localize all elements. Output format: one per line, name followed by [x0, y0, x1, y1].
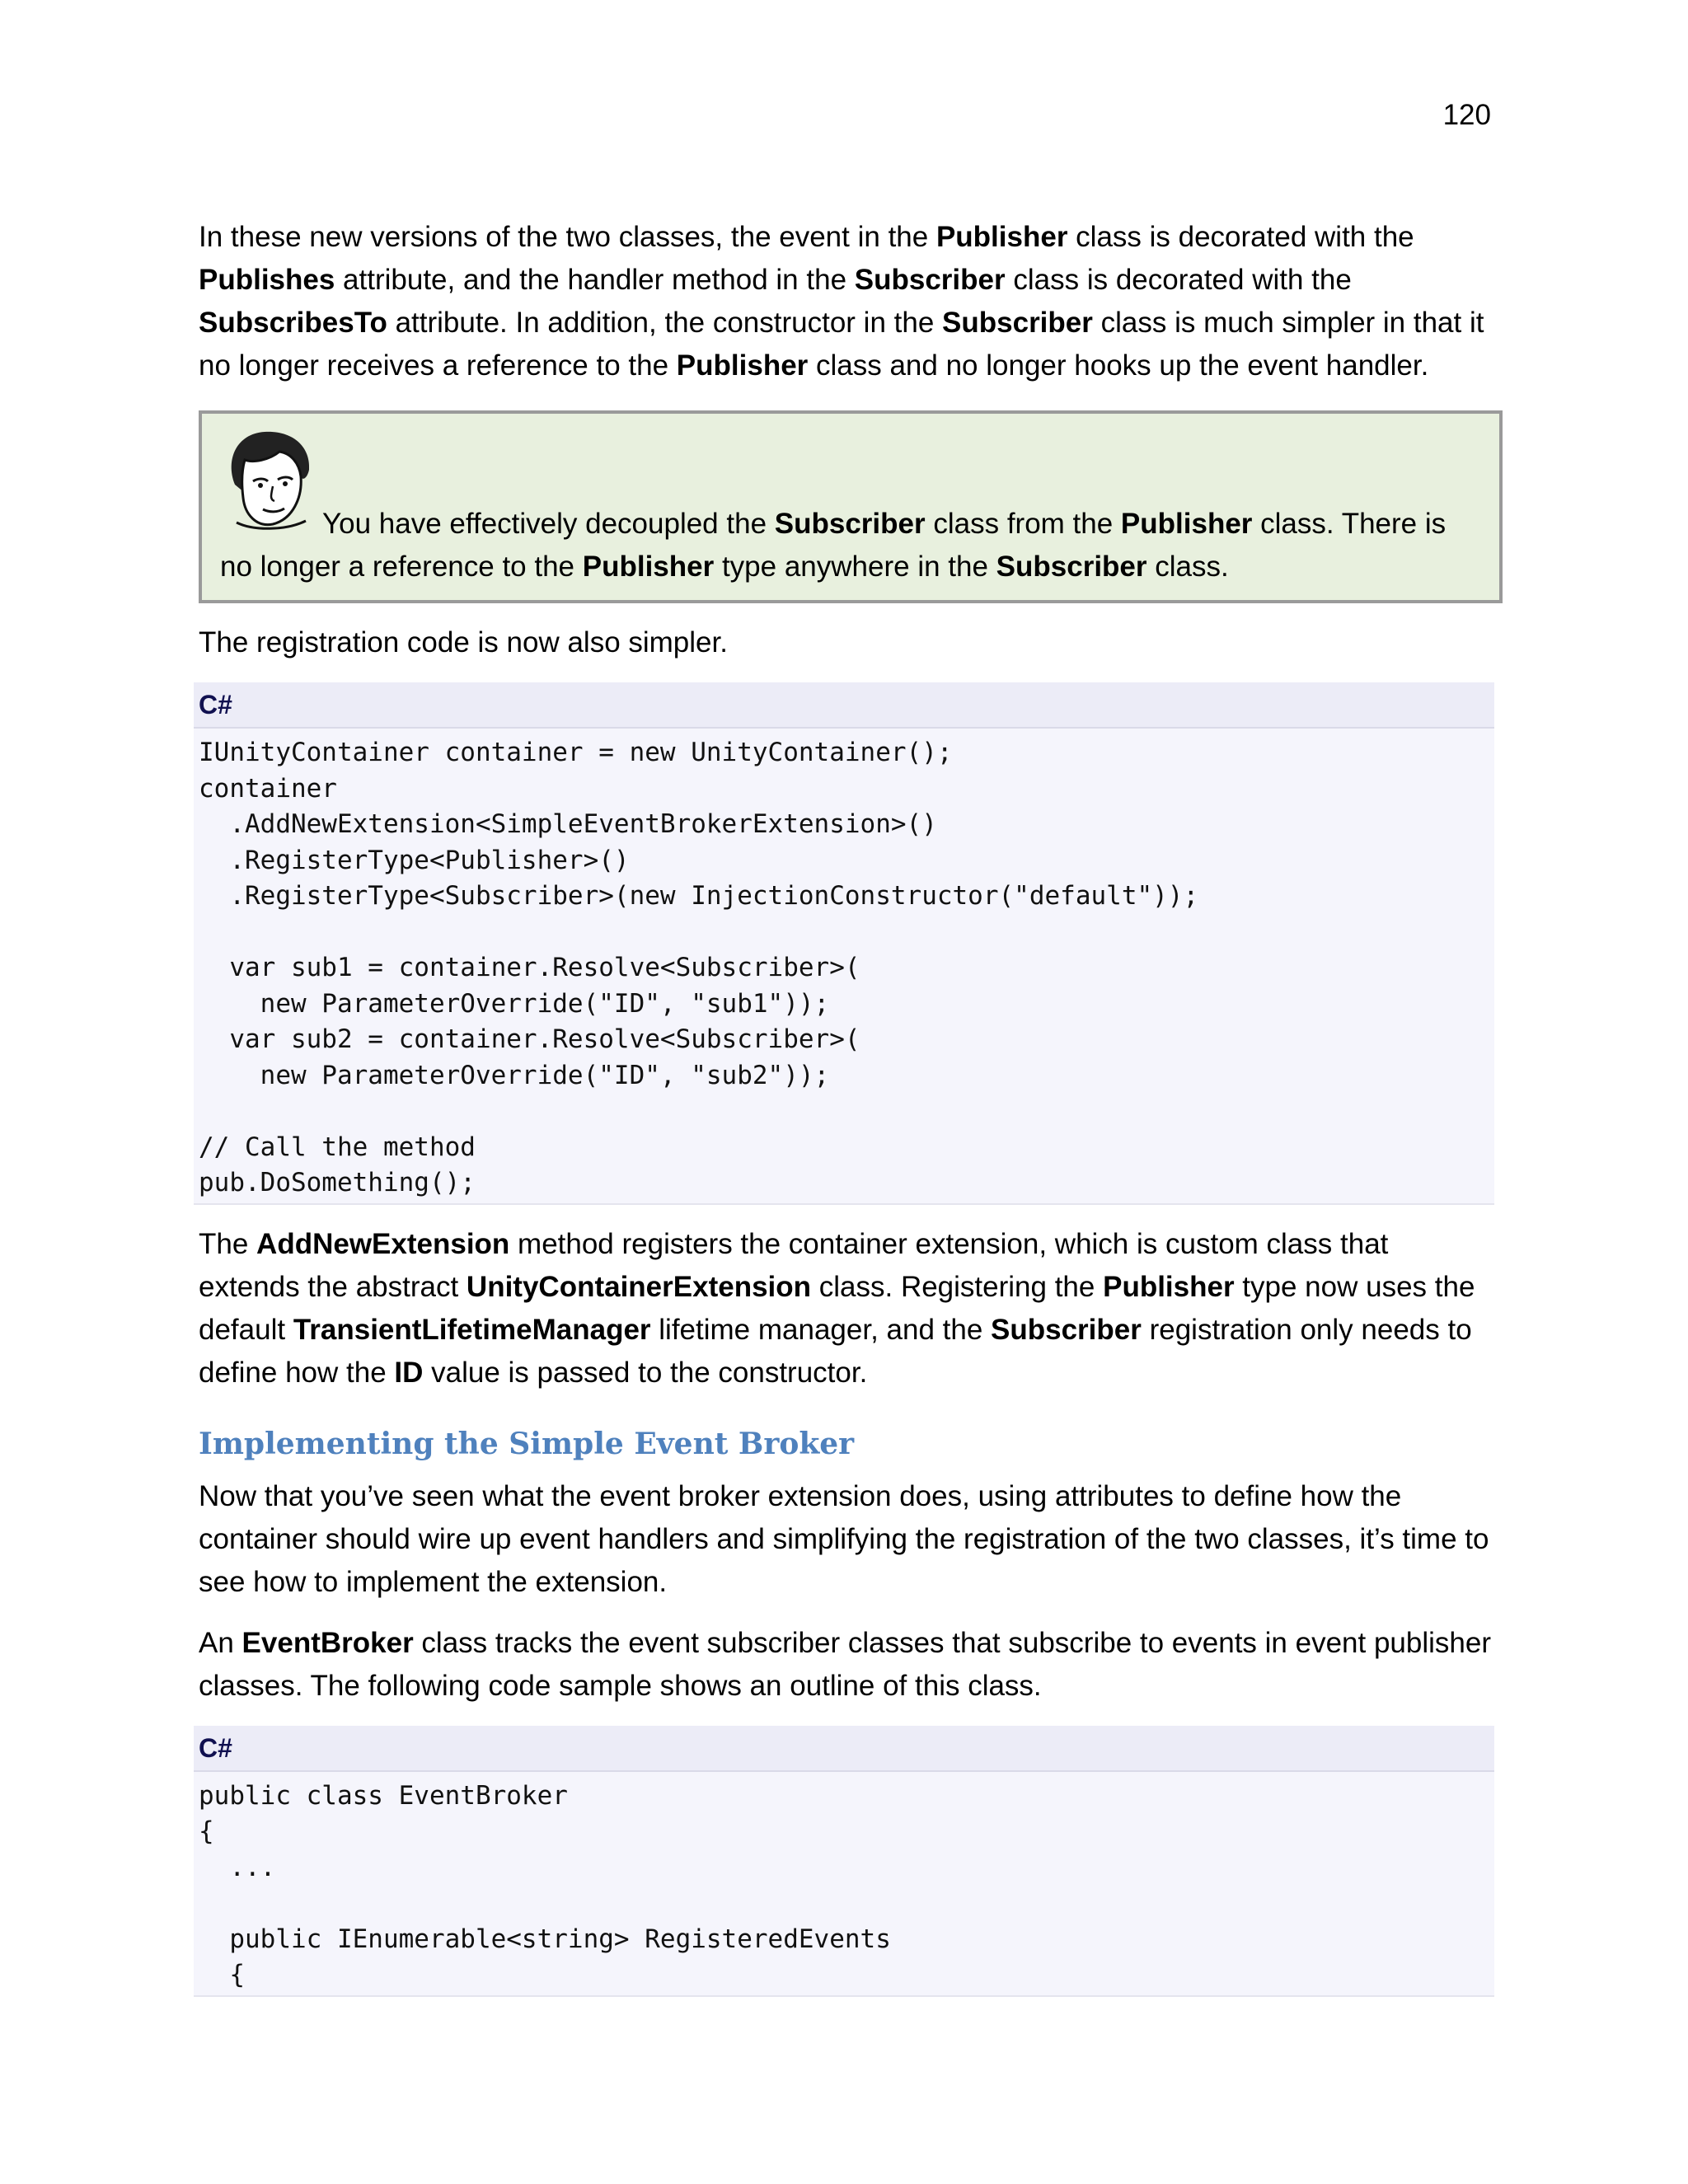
text-run: registration only needs to define how the [199, 1313, 1472, 1389]
text-run: class tracks the event subscriber classes that subscribe to events in event publisher classes. The following code sample shows an outline of this class. [199, 1626, 1491, 1702]
bold-term: Publisher [1120, 508, 1253, 540]
bold-term: Publisher [582, 551, 715, 583]
text-run: attribute. In addition, the constructor in the [387, 307, 943, 339]
addnewextension-paragraph [199, 1223, 1493, 1394]
text-run: class. [1146, 551, 1229, 583]
overview-paragraph: Now that you’ve seen what the event broker extension does, using attributes to define how the container should wire up event handlers and simplifying the registration of the two classes, it’s time to see how to implement the extension. [199, 1479, 1489, 1598]
text-run: value is passed to the constructor. [423, 1356, 868, 1389]
bold-term: Publishes [199, 264, 335, 296]
registration-paragraph: The registration code is now also simpler. [199, 626, 728, 658]
text-run: class from the [925, 508, 1121, 540]
eventbroker-paragraph [199, 1622, 1493, 1708]
bold-term: AddNewExtension [256, 1227, 510, 1260]
author-face-icon [220, 427, 317, 531]
code-block-registration [194, 682, 1494, 1205]
text-run: An [199, 1626, 242, 1659]
bold-term: Subscriber [942, 307, 1093, 339]
text-run: method registers the container extension, which is custom class that extends the abstract [199, 1227, 1389, 1303]
bold-term: Subscriber [774, 508, 926, 540]
code-language-label: C# [194, 682, 1494, 729]
text-run: class is decorated with the [1005, 264, 1352, 296]
text-run: type now uses the default [199, 1270, 1475, 1346]
bold-term: ID [394, 1356, 424, 1389]
bold-term: Publisher [676, 349, 809, 382]
note-callout [199, 410, 1503, 603]
text-run: lifetime manager, and the [650, 1313, 992, 1346]
page-content [199, 216, 1493, 2015]
bold-term: Publisher [1103, 1270, 1235, 1303]
text-run: class is much simpler in that it no longer receives a reference to the [199, 307, 1484, 382]
code-listing: public class EventBroker { ... public IEnumerable<string> RegisteredEvents { [199, 1780, 891, 1990]
bold-term: Publisher [935, 221, 1068, 253]
note-text [220, 427, 1481, 588]
text-run: class. There is no longer a reference to the [220, 508, 1447, 583]
bold-term: Subscriber [854, 264, 1006, 296]
bold-term: SubscribesTo [199, 307, 387, 339]
text-run: You have effectively decoupled the [322, 508, 775, 540]
text-run: class. Registering the [811, 1270, 1104, 1303]
code-language-label: C# [194, 1726, 1494, 1772]
text-run: attribute, and the handler method in the [335, 264, 855, 296]
bold-term: Subscriber [991, 1313, 1142, 1346]
bold-term: TransientLifetimeManager [293, 1313, 651, 1346]
intro-paragraph [199, 216, 1493, 387]
page-number: 120 [1442, 99, 1491, 131]
bold-term: UnityContainerExtension [466, 1270, 812, 1303]
text-run: class and no longer hooks up the event handler. [808, 349, 1429, 382]
code-listing: IUnityContainer container = new UnityContainer(); container .AddNewExtension<SimpleEventBrokerExtension>() .RegisterType<Publisher>() .RegisterType<Subscriber>(new InjectionConstructor("default")); var sub1 = container.Resolve<Subscriber>( new ParameterOverride("ID", "sub1")); var sub2 = container.Resolve<Subscriber>( new ParameterOverride("ID", "sub2")); // Call the method pub.DoSomething(); [199, 738, 1199, 1197]
text-run: In these new versions of the two classes, the event in the [199, 221, 936, 253]
section-heading: Implementing the Simple Event Broker [199, 1426, 855, 1461]
bold-term: EventBroker [241, 1626, 414, 1659]
text-run: type anywhere in the [714, 551, 996, 583]
bold-term: Subscriber [996, 551, 1147, 583]
code-block-eventbroker [194, 1726, 1494, 1997]
text-run: The [199, 1227, 257, 1260]
text-run: class is decorated with the [1067, 221, 1414, 253]
